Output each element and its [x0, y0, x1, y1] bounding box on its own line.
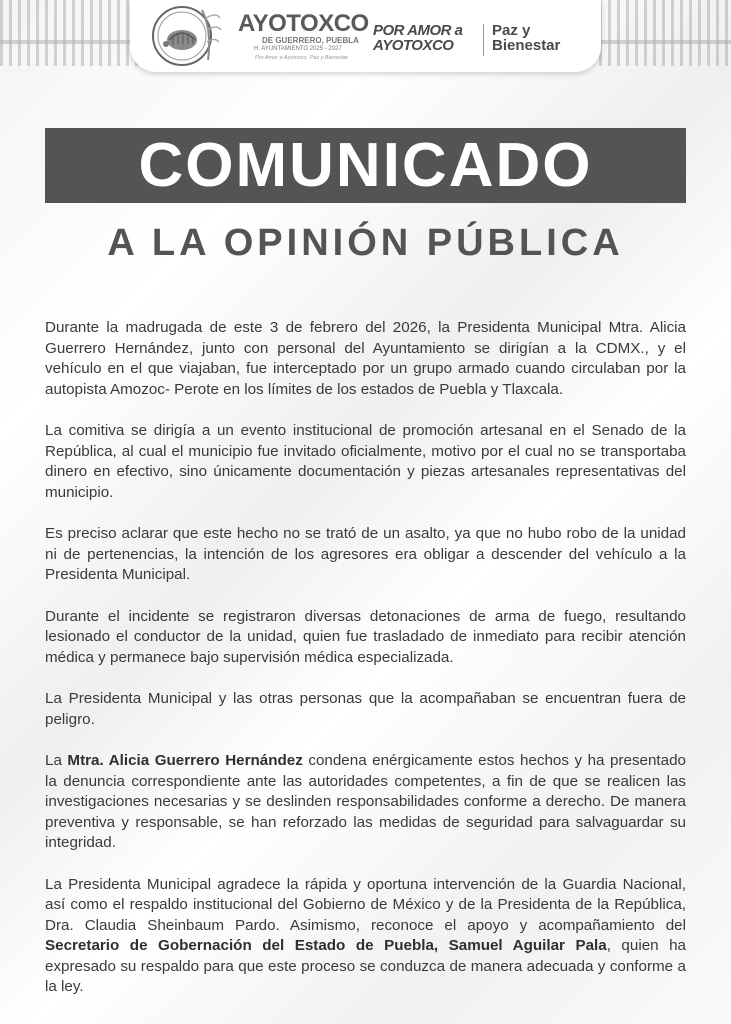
brand-name: AYOTOXCO [238, 10, 369, 37]
paragraph-7-start: La Presidenta Municipal agradece la rápida y oportuna intervención de la Guardia Nacional, así como el respaldo institucional del Gobierno de México y de la Presidenta de la República, Dra. Claudia Sheinbaum Pardo. Asimismo, reconoce el apoyo y acompañamiento del [45, 875, 686, 934]
decorative-pattern-left [0, 0, 150, 66]
document-title: COMUNICADO [45, 128, 686, 203]
paragraph-6-bold-name: Mtra. Alicia Guerrero Hernández [67, 752, 303, 769]
paragraph-7-bold-name: Secretario de Gobernación del Estado de Puebla, Samuel Aguilar Pala [45, 937, 607, 954]
paragraph-5: La Presidenta Municipal y las otras personas que la acompañaban se encuentran fuera de peligro. [45, 690, 686, 728]
paragraph-3: Es preciso aclarar que este hecho no se trató de un asalto, ya que no hubo robo de la unidad ni de pertenencias, la intención de los agresores era obligar a descender del vehículo a la Presidenta Municipal. [45, 525, 686, 583]
municipal-seal-logo [144, 4, 234, 68]
brand-location: DE GUERRERO, PUEBLA [262, 36, 359, 45]
paragraph-2: La comitiva se dirigía a un evento institucional de promoción artesanal en el Senado de la República, al cual el municipio fue invitado oficialmente, motivo por el cual no se transportaba dinero en efectivo, sino únicamente documentación y piezas artesanales representativas del municipio. [45, 422, 686, 501]
paz-line-1: Paz y [492, 22, 531, 39]
paragraph-4: Durante el incidente se registraron diversas detonaciones de arma de fuego, resultando lesionado el conductor de la unidad, quien fue trasladado de inmediato para recibir atención médica y permanece bajo supervisión médica especializada. [45, 607, 686, 666]
decorative-pattern-right [581, 0, 731, 66]
brand-tagline: Por Amor a Ayotoxco, Paz y Bienestar [255, 55, 349, 61]
paragraph-6 [45, 751, 686, 854]
paragraph-1: Durante la madrugada de este 3 de febrero del 2026, la Presidenta Municipal Mtra. Alicia Guerrero Hernández, junto con personal del Ayuntamiento se dirigían a la CDMX., y el vehículo en el que viajaban, fue interceptado por un grupo armado cuando circulaban por la autopista Amozoc- Perote en los límites de los estados de Puebla y Tlaxcala. [45, 319, 686, 398]
paragraph-7 [45, 875, 686, 998]
paz-line-2: Bienestar [492, 37, 561, 54]
paragraph-7-end: , quien ha expresado su respaldo para que este proceso se conduzca de manera adecuada y conforme a la ley. [45, 937, 686, 995]
brand-administration: H. AYUNTAMIENTO 2025 - 2027 [254, 46, 342, 52]
slogan-line-1: POR AMOR a [373, 22, 463, 39]
document-subtitle: A LA OPINIÓN PÚBLICA [107, 222, 624, 264]
document-body [45, 318, 686, 1019]
paragraph-6-end: condena enérgicamente estos hechos y ha presentado la denuncia correspondiente ante las autoridades competentes, a fin de que se realicen las investigaciones necesarias y se deslinden responsabilidades conforme a derecho. De manera preventiva y responsable, se han reforzado las medidas de seguridad para salvaguardar su integridad. [45, 752, 686, 851]
paragraph-6-start: La [45, 752, 68, 769]
slogan-line-2: AYOTOXCO [373, 37, 454, 54]
header-divider [483, 24, 484, 56]
